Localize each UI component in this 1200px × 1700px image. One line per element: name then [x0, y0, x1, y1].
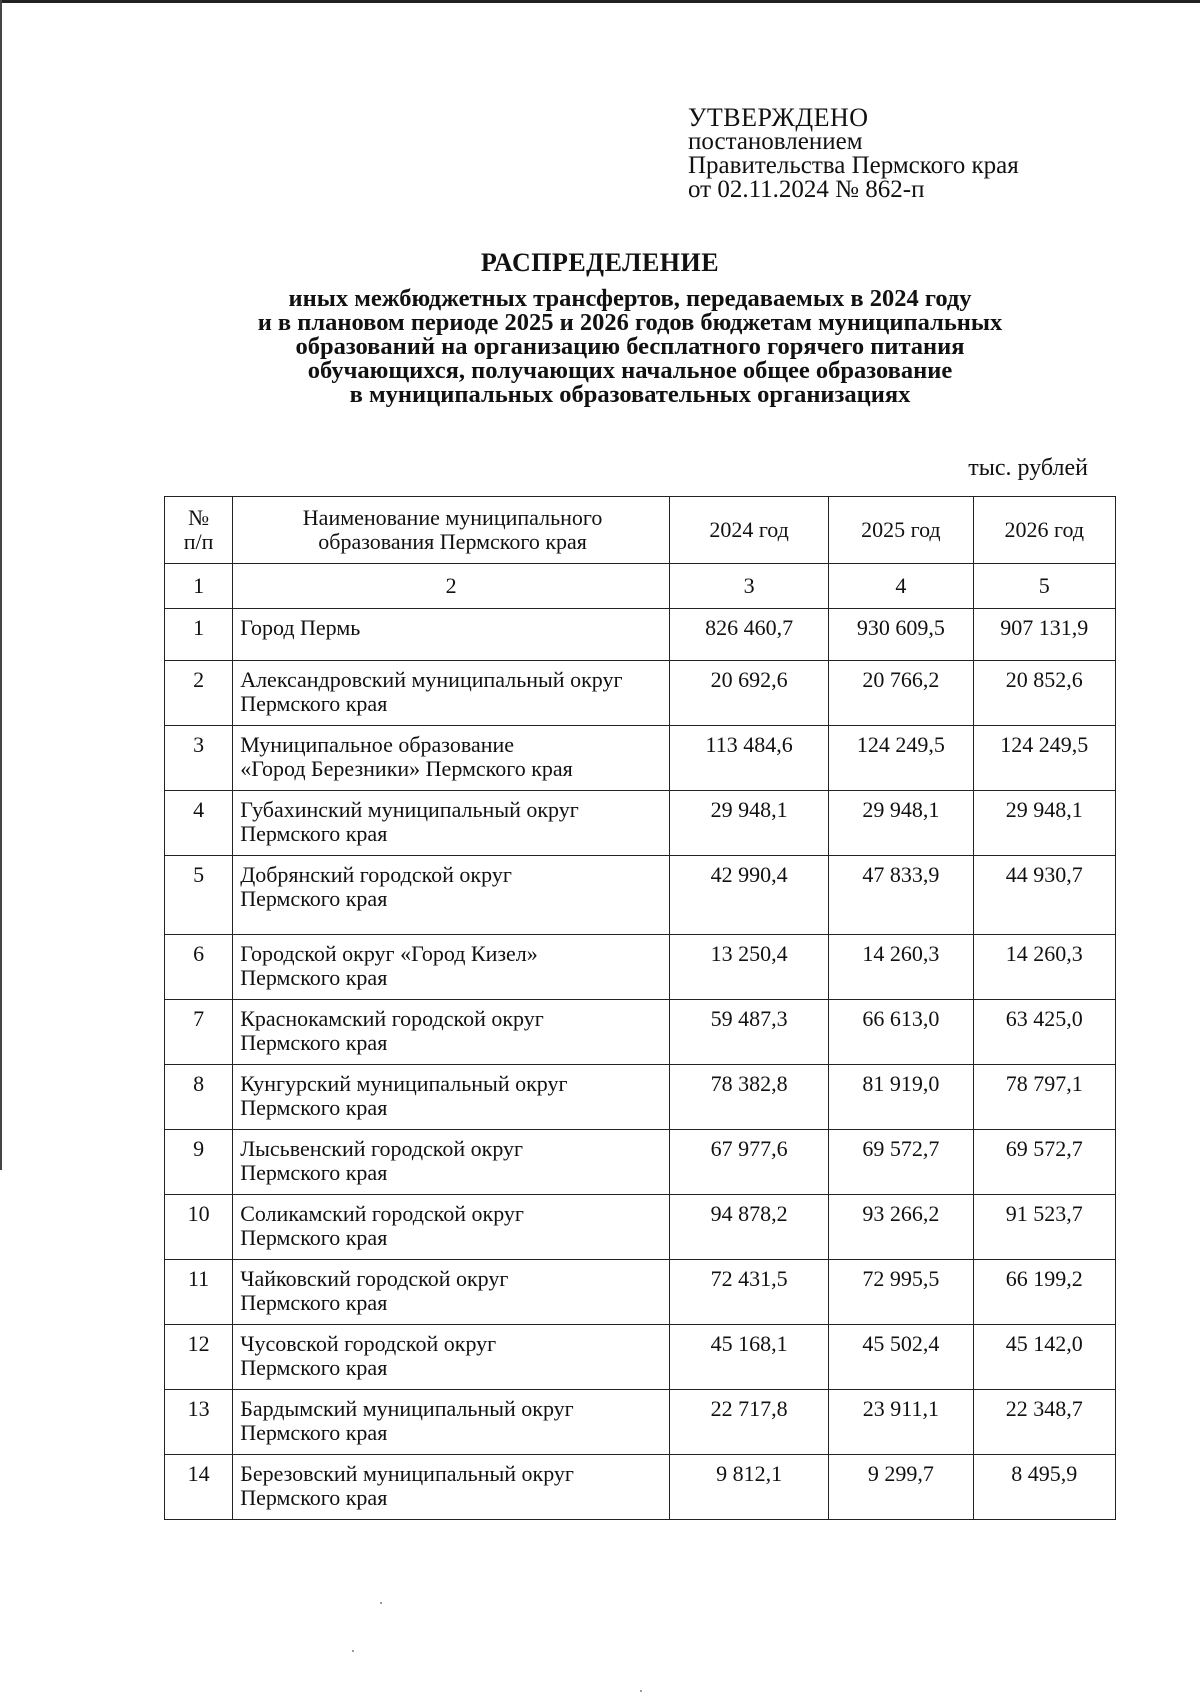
municipality-name-line: Пермского края: [240, 1355, 388, 1380]
row-number-cell: 1: [165, 609, 233, 661]
subtitle-line: в муниципальных образовательных организациях: [349, 381, 911, 408]
value-2025-cell: 14 260,3: [829, 935, 973, 1000]
row-number-cell: 10: [165, 1195, 233, 1260]
value-2025-cell: 93 266,2: [829, 1195, 973, 1260]
municipality-name-line: Бардымский муниципальный округ: [240, 1396, 574, 1421]
scan-speck: [352, 1650, 354, 1652]
value-2025-cell: 72 995,5: [829, 1260, 973, 1325]
municipality-name-line: Пермского края: [240, 965, 388, 990]
document-title: РАСПРЕДЕЛЕНИЕ: [480, 248, 720, 277]
value-2026-cell: 44 930,7: [973, 856, 1115, 935]
table-row: [165, 661, 1116, 726]
header-name-line: образования Пермского края: [318, 529, 587, 554]
column-index-row: [165, 564, 1116, 609]
value-2026-cell: 69 572,7: [973, 1130, 1115, 1195]
row-number-cell: 4: [165, 791, 233, 856]
row-number-cell: 13: [165, 1390, 233, 1455]
approval-heading: УТВЕРЖДЕНО: [688, 103, 869, 132]
header-num: [165, 497, 233, 564]
municipality-name-line: Лысьвенский городской округ: [240, 1136, 524, 1161]
value-2026-cell: 20 852,6: [973, 661, 1115, 726]
value-2025-cell: 9 299,7: [829, 1455, 973, 1520]
value-2025-cell: 45 502,4: [829, 1325, 973, 1390]
value-2026-cell: 22 348,7: [973, 1390, 1115, 1455]
table-row: [165, 1390, 1116, 1455]
table-row: [165, 609, 1116, 661]
row-number-cell: 5: [165, 856, 233, 935]
municipality-name-cell: [233, 726, 670, 791]
row-number-cell: 7: [165, 1000, 233, 1065]
row-number-cell: 6: [165, 935, 233, 1000]
municipality-name-cell: [233, 935, 670, 1000]
header-2025: 2025 год: [829, 497, 973, 564]
value-2026-cell: 8 495,9: [973, 1455, 1115, 1520]
header-num-line: №: [188, 505, 210, 530]
table-header-row: [165, 497, 1116, 564]
scan-speck: [640, 1690, 642, 1692]
approval-line-2: Правительства Пермского края: [688, 152, 1019, 179]
header-name: [233, 497, 670, 564]
subtitle-line: обучающихся, получающих начальное общее образование: [307, 357, 953, 384]
table-row: [165, 1260, 1116, 1325]
value-2026-cell: 78 797,1: [973, 1065, 1115, 1130]
index-cell: 2: [233, 564, 670, 609]
value-2024-cell: 94 878,2: [670, 1195, 829, 1260]
row-number-cell: 11: [165, 1260, 233, 1325]
row-number-cell: 3: [165, 726, 233, 791]
municipality-name-line: Чусовской городской округ: [240, 1331, 497, 1356]
municipality-name-line: Городской округ «Город Кизел»: [240, 941, 538, 966]
value-2026-cell: 45 142,0: [973, 1325, 1115, 1390]
value-2025-cell: 47 833,9: [829, 856, 973, 935]
table-row: [165, 1130, 1116, 1195]
index-cell: 4: [829, 564, 973, 609]
municipality-name-line: Пермского края: [240, 1160, 388, 1185]
table-row: [165, 1000, 1116, 1065]
municipality-name-cell: [233, 1455, 670, 1520]
municipality-name-line: Березовский муниципальный округ: [240, 1461, 574, 1486]
table-row: [165, 791, 1116, 856]
row-number-cell: 9: [165, 1130, 233, 1195]
municipality-name-line: Пермского края: [240, 691, 388, 716]
subtitle-line: и в плановом периоде 2025 и 2026 годов бюджетам муниципальных: [257, 309, 1003, 336]
value-2024-cell: 67 977,6: [670, 1130, 829, 1195]
municipality-name-line: Соликамский городской округ: [240, 1201, 524, 1226]
value-2024-cell: 29 948,1: [670, 791, 829, 856]
municipality-name-cell: [233, 1195, 670, 1260]
index-cell: 5: [973, 564, 1115, 609]
value-2026-cell: 14 260,3: [973, 935, 1115, 1000]
table-row: [165, 1065, 1116, 1130]
municipality-name-cell: [233, 1065, 670, 1130]
municipality-name-line: Кунгурский муниципальный округ: [240, 1071, 568, 1096]
header-num-line: п/п: [183, 529, 214, 554]
municipality-name-cell: [233, 1260, 670, 1325]
municipality-name-line: Пермского края: [240, 1095, 388, 1120]
table-row: [165, 856, 1116, 935]
header-2026: 2026 год: [973, 497, 1115, 564]
header-2024: 2024 год: [670, 497, 829, 564]
municipality-name-line: Чайковский городской округ: [240, 1266, 509, 1291]
value-2026-cell: 63 425,0: [973, 1000, 1115, 1065]
value-2024-cell: 78 382,8: [670, 1065, 829, 1130]
table-row: [165, 1455, 1116, 1520]
municipality-name-cell: [233, 1130, 670, 1195]
distribution-table: [164, 496, 1116, 1520]
value-2024-cell: 45 168,1: [670, 1325, 829, 1390]
municipality-name-cell: [233, 856, 670, 935]
value-2025-cell: 29 948,1: [829, 791, 973, 856]
municipality-name-cell: [233, 609, 670, 661]
header-name-line: Наименование муниципального: [302, 505, 603, 530]
municipality-name-line: «Город Березники» Пермского края: [240, 756, 573, 781]
municipality-name-line: Краснокамский городской округ: [240, 1006, 544, 1031]
value-2024-cell: 113 484,6: [670, 726, 829, 791]
municipality-name-line: Пермского края: [240, 886, 388, 911]
approval-line-3: от 02.11.2024 № 862-п: [688, 176, 925, 203]
municipality-name-line: Добрянский городской округ: [240, 862, 512, 887]
municipality-name-line: Пермского края: [240, 1485, 388, 1510]
value-2024-cell: 826 460,7: [670, 609, 829, 661]
subtitle-line: иных межбюджетных трансфертов, передаваемых в 2024 году: [288, 285, 972, 312]
scan-edge-top: [0, 0, 1200, 3]
value-2026-cell: 66 199,2: [973, 1260, 1115, 1325]
scan-edge-left: [0, 0, 2, 1170]
municipality-name-cell: [233, 791, 670, 856]
table-row: [165, 1195, 1116, 1260]
table-row: [165, 1325, 1116, 1390]
value-2024-cell: 72 431,5: [670, 1260, 829, 1325]
value-2024-cell: 9 812,1: [670, 1455, 829, 1520]
document-subtitle: [100, 287, 1160, 407]
value-2025-cell: 930 609,5: [829, 609, 973, 661]
value-2024-cell: 42 990,4: [670, 856, 829, 935]
index-cell: 1: [165, 564, 233, 609]
value-2026-cell: 124 249,5: [973, 726, 1115, 791]
scan-speck: [380, 1602, 382, 1604]
municipality-name-line: Пермского края: [240, 1030, 388, 1055]
municipality-name-line: Пермского края: [240, 1290, 388, 1315]
municipality-name-line: Александровский муниципальный округ: [240, 667, 623, 692]
table-row: [165, 726, 1116, 791]
value-2025-cell: 69 572,7: [829, 1130, 973, 1195]
row-number-cell: 14: [165, 1455, 233, 1520]
municipality-name-cell: [233, 1000, 670, 1065]
approval-block: [688, 103, 1019, 203]
row-number-cell: 8: [165, 1065, 233, 1130]
value-2025-cell: 23 911,1: [829, 1390, 973, 1455]
row-number-cell: 2: [165, 661, 233, 726]
value-2025-cell: 66 613,0: [829, 1000, 973, 1065]
value-2024-cell: 13 250,4: [670, 935, 829, 1000]
value-2024-cell: 20 692,6: [670, 661, 829, 726]
value-2025-cell: 124 249,5: [829, 726, 973, 791]
value-2026-cell: 907 131,9: [973, 609, 1115, 661]
municipality-name-line: Пермского края: [240, 1420, 388, 1445]
municipality-name-line: Пермского края: [240, 1225, 388, 1250]
value-2024-cell: 59 487,3: [670, 1000, 829, 1065]
approval-line-1: постановлением: [688, 128, 863, 155]
row-number-cell: 12: [165, 1325, 233, 1390]
subtitle-line: образований на организацию бесплатного горячего питания: [295, 333, 965, 360]
municipality-name-cell: [233, 661, 670, 726]
municipality-name-line: Муниципальное образование: [240, 732, 515, 757]
value-2025-cell: 20 766,2: [829, 661, 973, 726]
value-2026-cell: 29 948,1: [973, 791, 1115, 856]
municipality-name-line: Пермского края: [240, 821, 388, 846]
value-2024-cell: 22 717,8: [670, 1390, 829, 1455]
units-label: тыс. рублей: [968, 455, 1088, 481]
table-row: [165, 935, 1116, 1000]
value-2025-cell: 81 919,0: [829, 1065, 973, 1130]
municipality-name-line: Губахинский муниципальный округ: [240, 797, 579, 822]
municipality-name-cell: [233, 1325, 670, 1390]
value-2026-cell: 91 523,7: [973, 1195, 1115, 1260]
index-cell: 3: [670, 564, 829, 609]
municipality-name-cell: [233, 1390, 670, 1455]
municipality-name-line: Город Пермь: [240, 615, 361, 640]
